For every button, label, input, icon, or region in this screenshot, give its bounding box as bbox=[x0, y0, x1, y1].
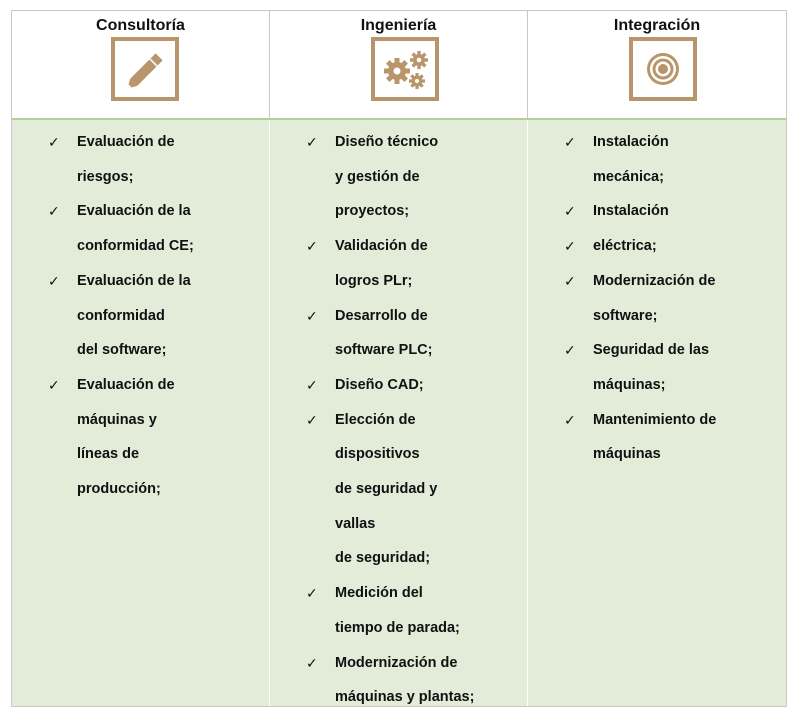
item-text: del software; bbox=[77, 342, 167, 359]
item-text: Medición del bbox=[335, 585, 423, 602]
list-item bbox=[270, 646, 527, 715]
item-text: vallas bbox=[335, 515, 376, 532]
check-icon: ✓ bbox=[306, 134, 318, 150]
item-text: Diseño técnico bbox=[335, 134, 439, 150]
list-item bbox=[12, 264, 269, 368]
item-text: de seguridad y bbox=[335, 481, 438, 498]
column-consultoria bbox=[12, 120, 270, 706]
target-icon bbox=[629, 37, 697, 101]
item-text: máquinas y plantas; bbox=[335, 689, 475, 706]
item-text: dispositivos bbox=[335, 446, 420, 463]
services-table bbox=[11, 10, 787, 707]
item-text: Modernización de bbox=[335, 654, 458, 671]
list-item bbox=[12, 194, 269, 263]
service-list bbox=[528, 125, 786, 472]
column-ingenieria bbox=[270, 120, 528, 706]
check-icon: ✓ bbox=[564, 134, 576, 150]
item-text: mecánica; bbox=[593, 168, 664, 185]
item-text: Evaluación de la bbox=[77, 203, 191, 220]
list-item bbox=[528, 333, 786, 402]
list-item bbox=[270, 229, 527, 298]
item-text: Seguridad de las bbox=[593, 342, 710, 359]
check-icon: ✓ bbox=[564, 411, 576, 428]
check-icon: ✓ bbox=[306, 654, 318, 671]
item-text: Evaluación de la bbox=[77, 272, 191, 289]
check-icon: ✓ bbox=[48, 134, 60, 150]
item-text: logros PLr; bbox=[335, 272, 413, 289]
list-item bbox=[528, 229, 786, 264]
item-text: eléctrica; bbox=[593, 238, 657, 255]
column-title: Consultoría bbox=[96, 17, 185, 34]
list-item bbox=[528, 403, 786, 472]
item-text: conformidad bbox=[77, 307, 165, 324]
item-text: Evaluación de bbox=[77, 134, 175, 150]
list-item bbox=[528, 264, 786, 333]
item-text: y gestión de bbox=[335, 168, 420, 185]
list-item bbox=[12, 368, 269, 507]
check-icon: ✓ bbox=[564, 272, 576, 289]
item-text: Mantenimiento de bbox=[593, 411, 717, 428]
item-text: Instalación bbox=[593, 203, 669, 220]
item-text: Modernización de bbox=[593, 272, 716, 289]
list-item bbox=[270, 576, 527, 645]
list-item bbox=[270, 299, 527, 368]
item-text: conformidad CE; bbox=[77, 238, 194, 255]
item-text: proyectos; bbox=[335, 203, 410, 220]
check-icon: ✓ bbox=[306, 376, 318, 393]
check-icon: ✓ bbox=[564, 238, 576, 255]
item-text: Elección de bbox=[335, 411, 416, 428]
item-text: máquinas bbox=[593, 446, 661, 463]
item-text: de seguridad; bbox=[335, 550, 431, 567]
header-row bbox=[12, 11, 786, 120]
list-item bbox=[528, 194, 786, 229]
check-icon: ✓ bbox=[48, 376, 60, 393]
item-text: máquinas; bbox=[593, 376, 666, 393]
check-icon: ✓ bbox=[564, 203, 576, 220]
header-cell-ingenieria bbox=[270, 11, 528, 118]
service-list bbox=[270, 125, 527, 715]
header-cell-consultoria bbox=[12, 11, 270, 118]
list-item bbox=[270, 368, 527, 403]
check-icon: ✓ bbox=[306, 238, 318, 255]
body-row bbox=[12, 120, 786, 706]
item-text: software; bbox=[593, 307, 658, 324]
item-text: Instalación bbox=[593, 134, 669, 150]
item-text: Validación de bbox=[335, 238, 428, 255]
service-list bbox=[12, 125, 269, 507]
list-item bbox=[528, 125, 786, 194]
column-title: Ingeniería bbox=[360, 17, 437, 34]
item-text: Diseño CAD; bbox=[335, 376, 424, 393]
check-icon: ✓ bbox=[306, 411, 318, 428]
item-text: producción; bbox=[77, 481, 161, 498]
list-item bbox=[270, 125, 527, 229]
check-icon: ✓ bbox=[48, 272, 60, 289]
check-icon: ✓ bbox=[48, 203, 60, 220]
item-text: Desarrollo de bbox=[335, 307, 428, 324]
column-title: Integración bbox=[613, 17, 701, 34]
list-item bbox=[12, 125, 269, 194]
pencil-icon bbox=[111, 37, 179, 101]
column-integracion bbox=[528, 120, 786, 706]
list-item bbox=[270, 403, 527, 577]
item-text: líneas de bbox=[77, 446, 140, 463]
item-text: Evaluación de bbox=[77, 376, 175, 393]
item-text: tiempo de parada; bbox=[335, 619, 460, 636]
item-text: software PLC; bbox=[335, 342, 433, 359]
item-text: máquinas y bbox=[77, 411, 157, 428]
check-icon: ✓ bbox=[306, 585, 318, 602]
item-text: riesgos; bbox=[77, 168, 134, 185]
check-icon: ✓ bbox=[306, 307, 318, 324]
header-cell-integracion bbox=[528, 11, 786, 118]
gears-icon bbox=[371, 37, 439, 101]
check-icon: ✓ bbox=[564, 342, 576, 359]
